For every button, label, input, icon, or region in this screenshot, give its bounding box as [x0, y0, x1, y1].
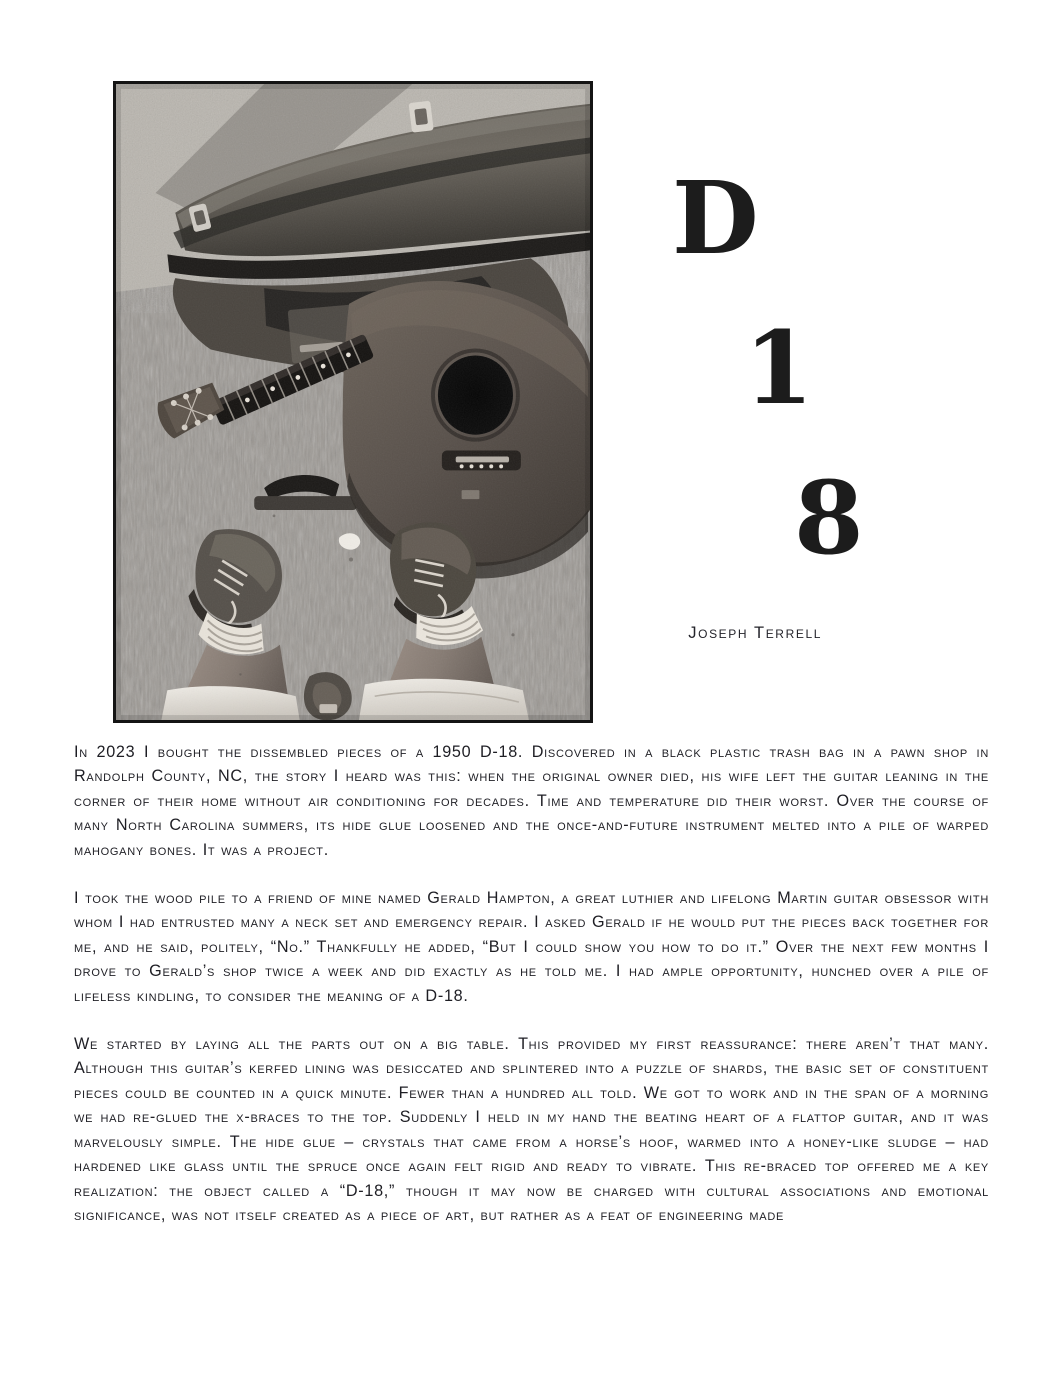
- article-title: [600, 150, 930, 580]
- title-character-8: 8: [794, 459, 864, 577]
- title-character-d: D: [672, 159, 759, 277]
- body-paragraph-1: In 2023 I bought the dissembled pieces of a 1950 D-18. Discovered in a black plastic trash bag in a pawn shop in Randolph County, NC, the story I heard was this: when the original owner died, his wife left the guitar leaning in the corner of their home without air conditioning for decades. Time and temperature did their worst. Over the course of many North Carolina summers, its hide glue loosened and the once-and-future instrument melted into a pile of warped mahogany bones. It was a project.: [74, 743, 989, 859]
- article-body: [74, 740, 989, 1227]
- author-byline: Joseph Terrell: [688, 624, 822, 642]
- body-paragraph-2: I took the wood pile to a friend of mine named Gerald Hampton, a great luthier and lifelong Martin guitar obsessor with whom I had entrusted many a neck set and emergency repair. I asked Gerald if he would put the pieces back together for me, and he said, politely, “No.” Thankfully he added, “But I could show you how to do it.” Over the next few months I drove to Gerald’s shop twice a week and did exactly as he told me. I had ample opportunity, hunched over a pile of lifeless kindling, to consider the meaning of a D-18.: [74, 889, 989, 1005]
- title-character-1: 1: [744, 309, 814, 427]
- body-paragraph-3: We started by laying all the parts out on a big table. This provided my first reassurance: there aren’t that many. Although this guitar’s kerfed lining was desiccated and splintered into a puzzle of shards, the basic set of constituent pieces could be counted in a quick minute. Fewer than a hundred all told. We got to work and in the span of a morning we had re-glued the x-braces to the top. Suddenly I held in my hand the beating heart of a flattop guitar, and it was marvelously simple. The hide glue – crystals that came from a horse’s hoof, warmed into a honey-like sludge – had hardened like glass until the spruce once again felt rigid and ready to vibrate. This re-braced top offered me a key realization: the object called a “D-18,” though it may now be charged with cultural associations and emotional significance, was not itself created as a piece of art, but rather as a feat of engineering made: [74, 1035, 989, 1224]
